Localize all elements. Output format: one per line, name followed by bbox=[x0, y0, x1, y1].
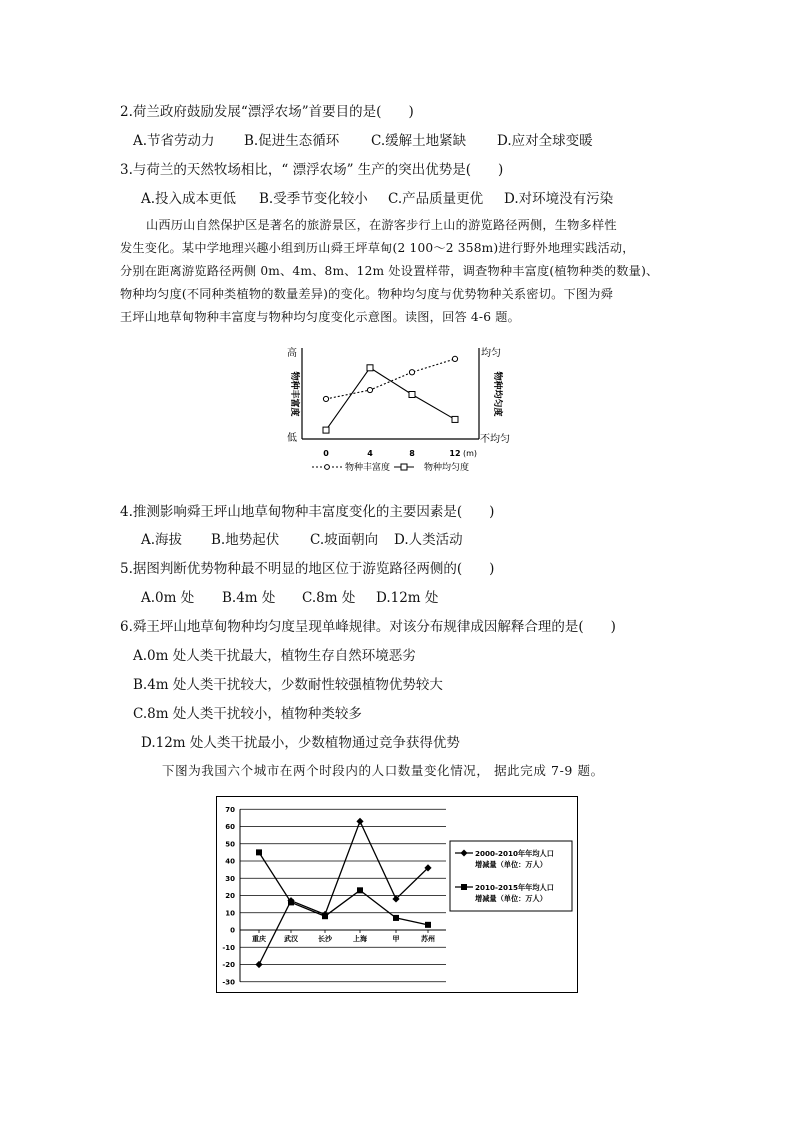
question-3-stem: 3.与荷兰的天然牧场相比，“ 漂浮农场” 生产的突出优势是( ) bbox=[120, 162, 504, 178]
question-3-option-b: B.受季节变化较小 bbox=[259, 191, 368, 207]
passage-population: 下图为我国六个城市在两个时段内的人口数量变化情况， 据此完成 7-9 题。 bbox=[162, 763, 604, 778]
legend-2010-2015-line1: 2010-2015年年均人口 bbox=[475, 883, 554, 892]
x-tick-labels bbox=[323, 449, 460, 458]
evenness-point bbox=[323, 427, 329, 433]
series-2010-2015-point bbox=[393, 915, 399, 921]
y-tick-label: 50 bbox=[225, 840, 235, 849]
richness-point bbox=[367, 387, 372, 392]
left-axis-low: 低 bbox=[287, 433, 297, 444]
evenness-point bbox=[409, 392, 415, 398]
y-tick-label: 40 bbox=[225, 857, 235, 866]
x-tick-label: 8 bbox=[409, 449, 415, 458]
question-6-option-b: B.4m 处人类干扰较大，少数耐性较强植物优势较大 bbox=[133, 677, 443, 693]
species-chart bbox=[282, 342, 542, 477]
plot-area bbox=[323, 356, 458, 433]
series-2010-2015-point bbox=[425, 922, 431, 928]
legend-richness: 物种丰富度 bbox=[345, 463, 391, 473]
question-2-option-d: D.应对全球变暖 bbox=[497, 133, 593, 149]
question-6-option-d: D.12m 处人类干扰最小，少数植物通过竞争获得优势 bbox=[141, 735, 460, 751]
question-5-option-d: D.12m 处 bbox=[376, 590, 439, 606]
passage-line: 物种均匀度(不同种类植物的数量差异)的变化。物种均匀度与优势物种关系密切。下图为舜 bbox=[120, 287, 614, 301]
x-tick-label: 上海 bbox=[353, 935, 367, 943]
richness-point bbox=[452, 356, 457, 361]
question-6-stem: 6.舜王坪山地草甸物种均匀度呈现单峰规律。对该分布规律成因解释合理的是( ) bbox=[120, 619, 616, 635]
population-chart bbox=[216, 796, 578, 993]
question-5-option-b: B.4m 处 bbox=[222, 590, 276, 606]
question-3-option-a: A.投入成本更低 bbox=[141, 191, 237, 207]
question-6-option-a: A.0m 处人类干扰最大，植物生存自然环境恶劣 bbox=[133, 648, 416, 664]
right-axis-label: 物种均匀度 bbox=[492, 371, 502, 417]
y-tick-label: 0 bbox=[230, 926, 235, 935]
question-4-option-d: D.人类活动 bbox=[394, 532, 463, 548]
legend-evenness: 物种均匀度 bbox=[424, 463, 470, 473]
x-unit-label: (m) bbox=[463, 449, 478, 458]
passage-line: 王坪山地草甸物种丰富度与物种均匀度变化示意图。读图，回答 4-6 题。 bbox=[120, 310, 520, 324]
y-tick-label: 60 bbox=[225, 823, 235, 831]
y-tick-label: -20 bbox=[222, 961, 235, 969]
question-3-option-d: D.对环境没有污染 bbox=[504, 191, 614, 207]
passage-line: 分别在距离游览路径两侧 0m、4m、8m、12m 处设置样带，调查物种丰富度(植物种类的数量)、 bbox=[120, 264, 659, 278]
x-tick-label: 0 bbox=[323, 449, 329, 458]
y-tick-label: -30 bbox=[222, 978, 235, 987]
legend-2000-2010-line1: 2000-2010年年均人口 bbox=[475, 849, 554, 858]
right-axis-low: 不均匀 bbox=[480, 434, 510, 445]
legend bbox=[312, 461, 469, 473]
y-tick-label: -10 bbox=[222, 943, 235, 952]
x-tick-label: 12 bbox=[449, 449, 461, 458]
richness-line bbox=[326, 359, 455, 399]
x-tick-label: 苏州 bbox=[421, 935, 435, 943]
question-2-option-c: C.缓解土地紧缺 bbox=[371, 133, 467, 149]
series-2010-2015-point bbox=[357, 887, 363, 893]
question-2-option-a: A.节省劳动力 bbox=[133, 133, 215, 149]
question-2-stem: 2.荷兰政府鼓励发展“漂浮农场”首要目的是( ) bbox=[120, 104, 414, 120]
question-4-option-b: B.地势起伏 bbox=[211, 532, 280, 548]
left-axis-label: 物种丰富度 bbox=[289, 371, 299, 417]
y-tick-label: 10 bbox=[225, 909, 235, 918]
legend bbox=[450, 841, 572, 911]
series-2010-2015-point bbox=[322, 913, 328, 919]
x-tick-label: 长沙 bbox=[318, 935, 332, 943]
x-tick-label: 甲 bbox=[392, 935, 400, 943]
question-5-option-a: A.0m 处 bbox=[141, 590, 195, 606]
richness-point bbox=[409, 370, 414, 375]
y-tick-label: 30 bbox=[225, 874, 235, 883]
left-axis-high: 高 bbox=[287, 348, 297, 359]
series-2010-2015-point bbox=[288, 899, 294, 905]
series-2010-2015-point bbox=[256, 849, 262, 855]
y-tick-label: 70 bbox=[225, 805, 235, 814]
question-5-stem: 5.据图判断优势物种最不明显的地区位于游览路径两侧的( ) bbox=[120, 561, 495, 577]
question-2-option-b: B.促进生态循环 bbox=[244, 133, 340, 149]
passage-lishan bbox=[120, 214, 680, 329]
x-tick-label: 武汉 bbox=[284, 935, 298, 943]
question-4-option-a: A.海拔 bbox=[141, 532, 183, 548]
evenness-line bbox=[326, 368, 455, 430]
passage-line: 山西历山自然保护区是著名的旅游景区，在游客步行上山的游览路径两侧，生物多样性 bbox=[146, 218, 617, 232]
question-4-option-c: C.坡面朝向 bbox=[310, 532, 379, 548]
legend-2000-2010-line2: 增减量（单位：万人） bbox=[475, 860, 547, 869]
evenness-point bbox=[367, 365, 373, 371]
y-tick-label: 20 bbox=[225, 892, 235, 900]
x-tick-label: 4 bbox=[367, 449, 373, 458]
evenness-point bbox=[452, 416, 458, 422]
legend-2010-2015-line2: 增减量（单位：万人） bbox=[475, 894, 547, 903]
richness-point bbox=[323, 396, 328, 401]
passage-line: 发生变化。某中学地理兴趣小组到历山舜王坪草甸(2 100～2 358m)进行野外地理实践活动， bbox=[120, 241, 635, 255]
question-6-option-c: C.8m 处人类干扰较小，植物种类较多 bbox=[133, 706, 362, 722]
question-3-option-c: C.产品质量更优 bbox=[388, 191, 484, 207]
question-4-stem: 4.推测影响舜王坪山地草甸物种丰富度变化的主要因素是( ) bbox=[120, 504, 495, 520]
x-tick-label: 重庆 bbox=[252, 935, 266, 943]
question-5-option-c: C.8m 处 bbox=[302, 590, 356, 606]
right-axis-high: 均匀 bbox=[481, 348, 501, 359]
